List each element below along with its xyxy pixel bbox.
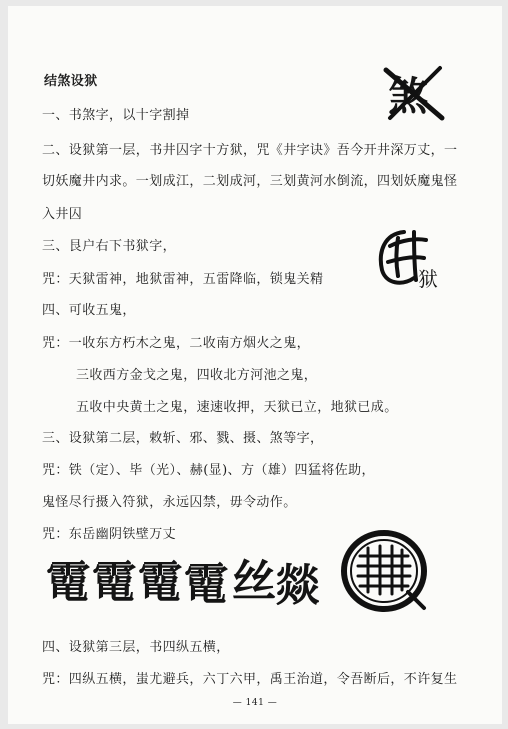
text-line-7: 四、可收五鬼，: [42, 303, 136, 318]
page-number: — 141 —: [232, 698, 278, 708]
text-line-13: 鬼怪尽行摄入符狱，永远囚禁，毋令动作。: [42, 495, 297, 510]
text-line-2: 二、设狱第一层，书井囚字十方狱，咒《井字诀》吾今开井深万丈，一: [42, 143, 458, 158]
talisman-char-3: 𩅐: [138, 558, 182, 609]
text-line-10: 五收中央黄土之鬼，速速收押，天狱已立，地狱已成。: [76, 400, 398, 415]
section-title: 结煞设狱: [44, 74, 98, 89]
text-line-3: 切妖魔井内求。一划成江，二划成河，三划黄河水倒流，四划妖魔鬼怪: [42, 174, 458, 189]
text-line-5: 三、艮户右下书狱字，: [42, 239, 177, 254]
talisman-char-2: 𩅐: [92, 558, 136, 609]
sha-glyph: 煞: [388, 73, 428, 120]
talisman-char-6: 燚: [276, 560, 320, 611]
talisman-row: [44, 546, 324, 618]
text-line-1: 一、书煞字，以十字割掉: [42, 108, 190, 123]
yu-glyph: 狱: [418, 267, 438, 291]
text-line-8: 咒：一收东方朽木之鬼，二收南方烟火之鬼，: [42, 336, 311, 351]
talisman-char-4: 𩅐: [184, 560, 228, 611]
crossed-sha-drawing: [380, 64, 452, 122]
text-line-4: 入井囚: [42, 207, 83, 222]
talisman-char-1: 𩅐: [46, 558, 90, 609]
text-line-16: 咒：四纵五横，蚩尤避兵，六丁六甲，禹王治道，令吾断后，不许复生: [42, 672, 458, 687]
text-line-11: 三、设狱第二层，敕斩、邪、戮、摄、煞等字，: [42, 431, 324, 446]
text-line-9: 三收西方金戈之鬼，四收北方河池之鬼，: [76, 368, 318, 383]
text-line-15: 四、设狱第三层，书四纵五横，: [42, 640, 230, 655]
talisman-char-5: 丝: [232, 556, 276, 607]
text-line-6: 咒：天狱雷神，地狱雷神，五雷降临，锁鬼关精: [42, 272, 324, 287]
text-line-14: 咒：东岳幽阴铁壁万丈: [42, 527, 177, 542]
text-line-12: 咒：铁（定）、毕（光）、赫(显)、方（雄）四猛将佐助，: [42, 463, 375, 478]
circle-grid-drawing: [338, 528, 434, 614]
jing-yu-drawing: [374, 220, 452, 302]
document-page: [8, 6, 502, 724]
